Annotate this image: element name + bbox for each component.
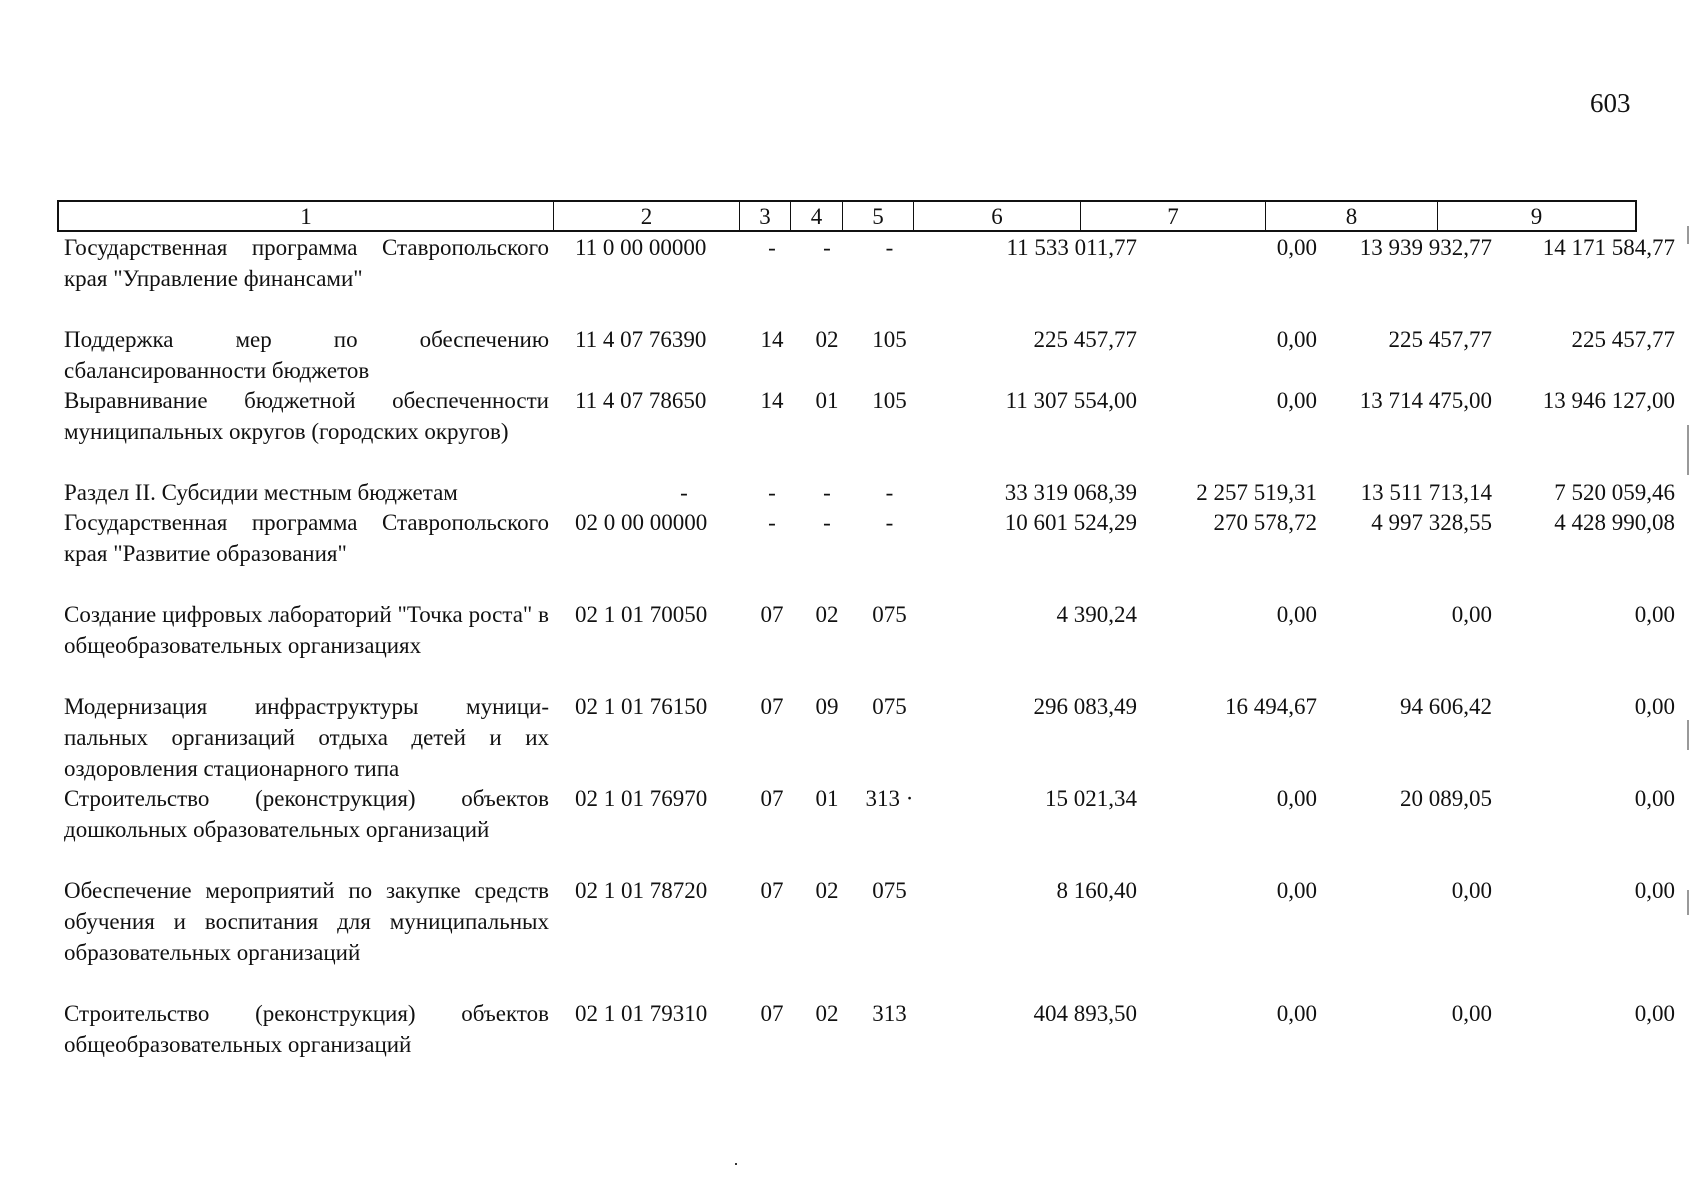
row-col-7: 16 494,67 [1225,694,1317,719]
row-col-5: 313 · [865,786,914,811]
row-col-3: 07 [760,602,784,627]
row-col-5: 075 [872,878,907,903]
row-name: Поддержка мер по обеспечению сбалансированности бюджетов [64,327,549,383]
row-col-6: 11 533 011,77 [1006,235,1137,260]
row-code: 11 4 07 78650 [575,388,707,413]
row-name: Строительство (реконструкция) объектов общеобразовательных организаций [64,1001,549,1057]
row-code: 02 1 01 70050 [575,602,708,627]
row-col-5: - [885,480,894,505]
row-col-3: - [768,235,776,260]
row-code: 02 0 00 00000 [575,510,708,535]
row-col-8: 225 457,77 [1388,327,1492,352]
header-col-3: 3 [740,202,791,230]
row-col-9: 0,00 [1634,602,1675,627]
row-code: 02 1 01 78720 [575,878,708,903]
row-col-8: 0,00 [1451,878,1492,903]
row-col-5: 075 [872,694,907,719]
row-col-9: 13 946 127,00 [1542,388,1675,413]
row-col-5: - [885,235,894,260]
row-col-6: 4 390,24 [1056,602,1137,627]
header-col-9: 9 [1530,204,1543,229]
header-col-2: 2 [554,202,740,230]
row-col-4: 01 [815,388,839,413]
row-col-5: 105 [872,388,907,413]
row-name: Модернизация инфраструктуры муници-пальных организаций отдыха детей и их оздоровления стационарного типа [64,694,549,781]
row-col-9: 0,00 [1634,694,1675,719]
row-col-3: 07 [760,786,784,811]
table-header [57,200,1637,232]
row-col-8: 20 089,05 [1400,786,1492,811]
row-code: - [680,480,688,505]
row-code: 11 0 00 00000 [575,235,707,260]
row-col-3: 14 [760,388,784,413]
row-col-9: 0,00 [1634,878,1675,903]
row-col-8: 13 939 932,77 [1359,235,1492,260]
row-col-4: - [823,480,831,505]
row-col-8: 4 997 328,55 [1371,510,1492,535]
row-col-8: 13 714 475,00 [1359,388,1492,413]
row-col-6: 8 160,40 [1056,878,1137,903]
row-col-9: 225 457,77 [1571,327,1675,352]
row-col-5: 105 [872,327,907,352]
row-col-3: 07 [760,694,784,719]
row-col-5: - [885,510,894,535]
row-col-8: 0,00 [1451,1001,1492,1026]
scan-edge-mark [1687,720,1689,750]
row-name: Строительство (реконструкция) объектов дошкольных образовательных организаций [64,786,549,842]
row-col-9: 0,00 [1634,1001,1675,1026]
header-col-5: 5 [843,202,914,230]
row-col-7: 0,00 [1276,878,1317,903]
row-name: Обеспечение мероприятий по закупке средств обучения и воспитания для муниципальных образовательных организаций [64,878,549,965]
row-col-7: 0,00 [1276,327,1317,352]
scan-edge-mark [1687,226,1689,244]
row-name: Создание цифровых лабораторий "Точка роста" в общеобразовательных организациях [64,602,549,658]
scan-edge-mark [1687,425,1689,475]
row-col-8: 94 606,42 [1400,694,1492,719]
row-col-4: - [823,510,831,535]
row-col-7: 270 578,72 [1213,510,1317,535]
row-col-9: 14 171 584,77 [1542,235,1675,260]
row-col-6: 11 307 554,00 [1005,388,1137,413]
row-col-3: 14 [760,327,784,352]
row-col-6: 225 457,77 [1033,327,1137,352]
header-col-1: 1 [59,202,554,230]
row-col-5: 313 [872,1001,907,1026]
row-col-8: 13 511 713,14 [1360,480,1492,505]
row-col-3: 07 [760,1001,784,1026]
row-col-4: 02 [815,1001,839,1026]
header-col-4: 4 [791,202,843,230]
row-col-9: 7 520 059,46 [1554,480,1675,505]
row-name: Государственная программа Ставропольского края "Развитие образования" [64,510,549,566]
row-name: Раздел II. Субсидии местным бюджетам [64,480,458,505]
row-col-7: 0,00 [1276,786,1317,811]
row-code: 02 1 01 76150 [575,694,708,719]
row-col-6: 296 083,49 [1033,694,1137,719]
page-number: 603 [1590,88,1631,118]
scan-speck [735,1163,737,1165]
row-col-5: 075 [872,602,907,627]
row-col-4: 01 [815,786,839,811]
row-col-6: 10 601 524,29 [1004,510,1137,535]
row-col-7: 0,00 [1276,235,1317,260]
row-code: 02 1 01 76970 [575,786,708,811]
row-col-4: 02 [815,602,839,627]
row-col-4: - [823,235,831,260]
header-col-8: 8 [1266,202,1438,230]
scan-edge-mark [1687,890,1689,915]
row-code: 02 1 01 79310 [575,1001,708,1026]
row-col-6: 404 893,50 [1033,1001,1137,1026]
row-col-9: 0,00 [1634,786,1675,811]
row-col-7: 0,00 [1276,1001,1317,1026]
row-col-7: 0,00 [1276,602,1317,627]
row-col-3: - [768,510,776,535]
row-col-3: 07 [760,878,784,903]
header-col-6: 6 [914,202,1081,230]
row-col-7: 0,00 [1276,388,1317,413]
row-col-6: 15 021,34 [1045,786,1137,811]
row-col-7: 2 257 519,31 [1196,480,1317,505]
row-name: Выравнивание бюджетной обеспеченности муниципальных округов (городских округов) [64,388,549,444]
row-col-4: 02 [815,327,839,352]
row-code: 11 4 07 76390 [575,327,707,352]
row-col-8: 0,00 [1451,602,1492,627]
row-col-3: - [768,480,776,505]
row-name: Государственная программа Ставропольского края "Управление финансами" [64,235,549,291]
row-col-4: 09 [815,694,839,719]
row-col-6: 33 319 068,39 [1004,480,1137,505]
row-col-9: 4 428 990,08 [1554,510,1675,535]
header-col-7: 7 [1081,202,1266,230]
row-col-4: 02 [815,878,839,903]
